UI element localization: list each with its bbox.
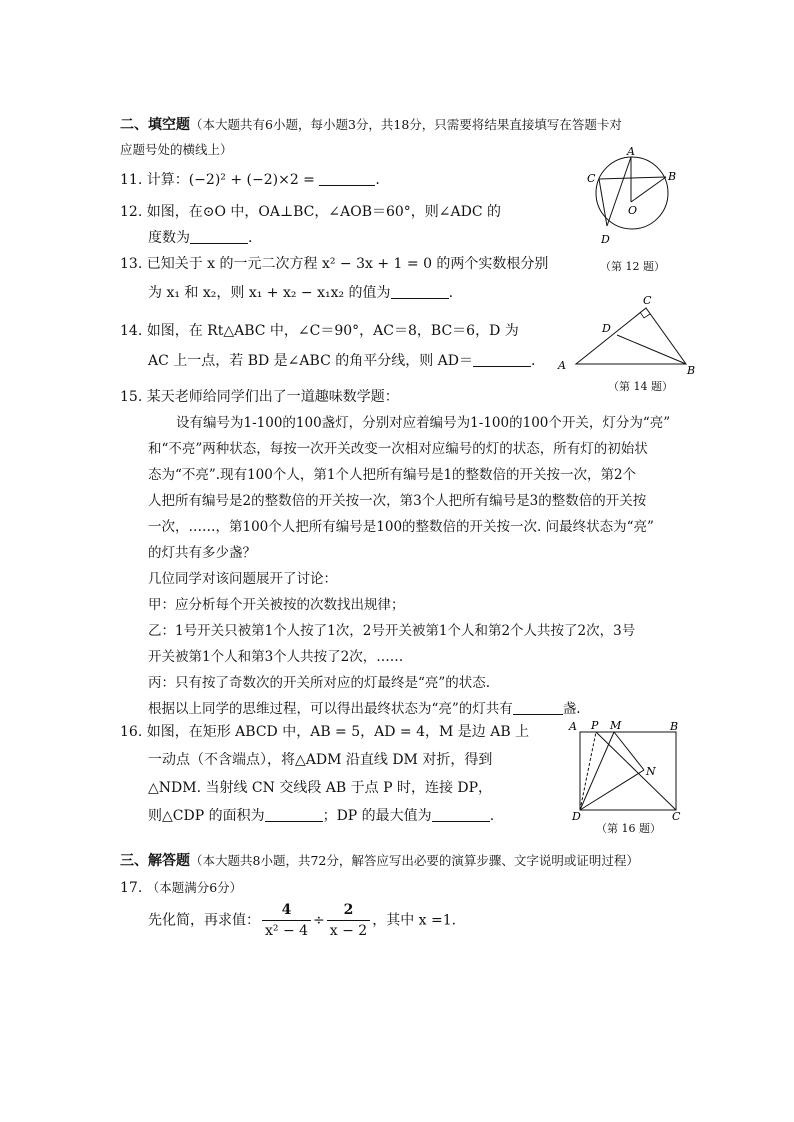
q15-p1-line: 和“不亮”两种状态，每按一次开关改变一次相对应编号的灯的状态，所有灯的初始状 — [148, 441, 648, 457]
q15-p1-line: 一次，……，第100个人把所有编号是100的整数倍的开关按一次. 问最终状态为“亮” — [148, 519, 654, 535]
q16-text-4b: ；DP 的最大值为 — [322, 808, 432, 824]
q16-text-4a: 则△CDP 的面积为 — [148, 808, 265, 824]
q14-text-2: AC 上一点，若 BD 是∠ABC 的角平分线，则 AD＝ — [148, 353, 474, 369]
q17-fraction-1-numerator: 4 — [262, 900, 311, 921]
q17-tail: ，其中 x =1. — [372, 912, 457, 929]
q12-answer-blank[interactable] — [190, 229, 248, 244]
q12-text-1: 如图，在⊙O 中，OA⊥BC，∠AOB＝60°，则∠ADC 的 — [146, 204, 502, 220]
fig14-caption: （第 14 题） — [608, 380, 673, 393]
q11-number: 11. — [120, 172, 143, 188]
q13-text-2: 为 x₁ 和 x₂，则 x₁ + x₂ − x₁x₂ 的值为 — [148, 285, 391, 301]
q13-answer-blank[interactable] — [391, 284, 449, 299]
fig12-caption: （第 12 题） — [600, 260, 665, 273]
q17-lead: 先化简，再求值： — [148, 912, 260, 929]
question-12-line-2 — [148, 229, 252, 247]
figure-14 — [556, 292, 706, 376]
fig14-label-a: A — [558, 359, 566, 372]
section-2-desc-2: 应题号处的横线上） — [120, 142, 233, 157]
q15-intro-text: 某天老师给同学们出了一道趣味数学题： — [146, 389, 399, 405]
fig16-label-a: A — [569, 720, 577, 733]
q15-p1-line: 的灯共有多少盏？ — [148, 545, 256, 561]
q16-text-3: △NDM. 当射线 CN 交线段 AB 于点 P 时，连接 DP， — [148, 780, 493, 796]
q14-text-1: 如图，在 Rt△ABC 中，∠C＝90°，AC＝8，BC＝6，D 为 — [146, 323, 519, 339]
question-12-line-1 — [120, 203, 501, 221]
fig12-label-o: O — [628, 204, 638, 217]
q17-number: 17. — [120, 880, 143, 896]
fig12-label-a: A — [627, 146, 635, 158]
q13-number: 13. — [120, 256, 143, 272]
q17-fraction-2-denominator: x − 2 — [329, 923, 368, 939]
q15-discuss: 几位同学对该问题展开了讨论： — [148, 571, 337, 587]
q15-conclusion-text: 根据以上同学的思维过程，可以得出最终状态为“亮”的灯共有 — [148, 701, 513, 717]
question-16-line-1 — [120, 723, 529, 741]
q16-end: . — [489, 808, 495, 824]
figure-12 — [580, 146, 690, 252]
q15-p1-line: 态为“不亮”.现有100个人，第1个人把所有编号是1的整数倍的开关按一次，第2个 — [148, 467, 637, 483]
q16-answer-blank-1[interactable] — [265, 807, 323, 822]
q17-fraction-1-denominator: x² − 4 — [265, 923, 309, 939]
fig12-label-c: C — [587, 172, 596, 185]
q11-text: 计算：(−2)² + (−2)×2 = — [146, 172, 315, 188]
section-2-header — [120, 116, 622, 134]
question-14-line-2 — [148, 352, 535, 370]
segment-ob — [631, 177, 666, 202]
segment-dp-dashed — [580, 732, 596, 810]
section-3-desc: （本大题共8小题，共72分，解答应写出必要的演算步骤、文字说明或证明过程） — [190, 853, 639, 868]
q15-jia: 甲：应分析每个开关被按的次数找出规律； — [148, 597, 405, 613]
q15-yi-2: 开关被第1个人和第3个人共按了2次，…… — [148, 649, 404, 665]
q15-answer-blank[interactable] — [513, 700, 563, 715]
fig16-label-c: C — [672, 810, 681, 823]
question-17-header — [120, 879, 242, 897]
section-3-title: 三、解答题 — [120, 853, 190, 869]
question-11 — [120, 171, 380, 189]
q15-conclusion-end: 盏. — [562, 701, 581, 717]
fig16-label-m: M — [610, 719, 622, 732]
question-16-line-4 — [148, 807, 494, 825]
q16-number: 16. — [120, 724, 143, 740]
rectangle-abcd — [580, 732, 676, 810]
question-13-line-2 — [148, 284, 453, 302]
segment-cd — [599, 179, 607, 226]
section-3-header — [120, 852, 639, 870]
q11-end: . — [375, 172, 380, 188]
fig14-label-d: D — [602, 322, 611, 335]
q12-end: . — [248, 230, 253, 246]
segment-dn — [580, 770, 644, 810]
q15-bing: 丙：只有按了奇数次的开关所对应的灯最终是“亮”的状态. — [148, 675, 491, 691]
q17-score: （本题满分6分） — [146, 880, 243, 895]
fig16-caption: （第 16 题） — [596, 822, 661, 835]
fig14-label-b: B — [687, 364, 696, 376]
q14-number: 14. — [120, 323, 143, 339]
question-14-line-1 — [120, 322, 519, 340]
figure-16 — [560, 718, 690, 824]
circle-o — [596, 157, 668, 229]
question-15-intro — [120, 388, 399, 406]
fig16-label-b: B — [670, 720, 679, 733]
fig16-label-p: P — [591, 719, 599, 732]
q11-answer-blank[interactable] — [319, 171, 375, 186]
q13-text-1: 已知关于 x 的一元二次方程 x² − 3x + 1 = 0 的两个实数根分别 — [146, 256, 549, 272]
q15-number: 15. — [120, 389, 143, 405]
q14-end: . — [531, 353, 536, 369]
fig16-label-d: D — [572, 810, 581, 823]
q15-p1-line: 人把所有编号是2的整数倍的开关按一次，第3个人把所有编号是3的整数倍的开关按 — [148, 493, 647, 509]
q15-yi-1: 乙：1号开关只被第1个人按了1次，2号开关被第1个人和第2个人共按了2次，3号 — [148, 623, 636, 639]
question-13-line-1 — [120, 255, 548, 273]
chord-bc — [599, 177, 666, 179]
q15-problem-box — [148, 410, 708, 722]
q17-fraction-2 — [327, 900, 370, 941]
q14-answer-blank[interactable] — [473, 352, 531, 367]
fig12-label-d: D — [601, 233, 610, 246]
triangle-abc — [576, 308, 686, 364]
segment-cp — [596, 732, 676, 810]
q17-fraction-2-numerator: 2 — [327, 900, 370, 921]
q12-text-2: 度数为 — [148, 230, 190, 246]
q16-text-1: 如图，在矩形 ABCD 中，AB = 5，AD = 4，M 是边 AB 上 — [146, 724, 530, 740]
fig16-label-n: N — [646, 765, 656, 778]
right-angle-mark — [640, 312, 650, 318]
q17-expression — [148, 900, 456, 941]
fig12-label-b: B — [668, 170, 677, 183]
q17-operator: ÷ — [313, 912, 325, 929]
q16-text-2: 一动点（不含端点），将△ADM 沿直线 DM 对折，得到 — [148, 752, 493, 768]
fig14-label-c: C — [643, 294, 652, 307]
q12-number: 12. — [120, 204, 143, 220]
section-2-desc-1: （本大题共有6小题，每小题3分，共18分，只需要将结果直接填写在答题卡对 — [190, 117, 622, 132]
q13-end: . — [448, 285, 454, 301]
section-2-title: 二、填空题 — [120, 117, 190, 133]
q17-fraction-1 — [262, 900, 311, 941]
q16-answer-blank-2[interactable] — [432, 807, 490, 822]
segment-dm — [580, 732, 614, 810]
q15-p1-line: 设有编号为1-100的100盏灯，分别对应着编号为1-100的100个开关，灯分为“亮” — [176, 415, 671, 431]
